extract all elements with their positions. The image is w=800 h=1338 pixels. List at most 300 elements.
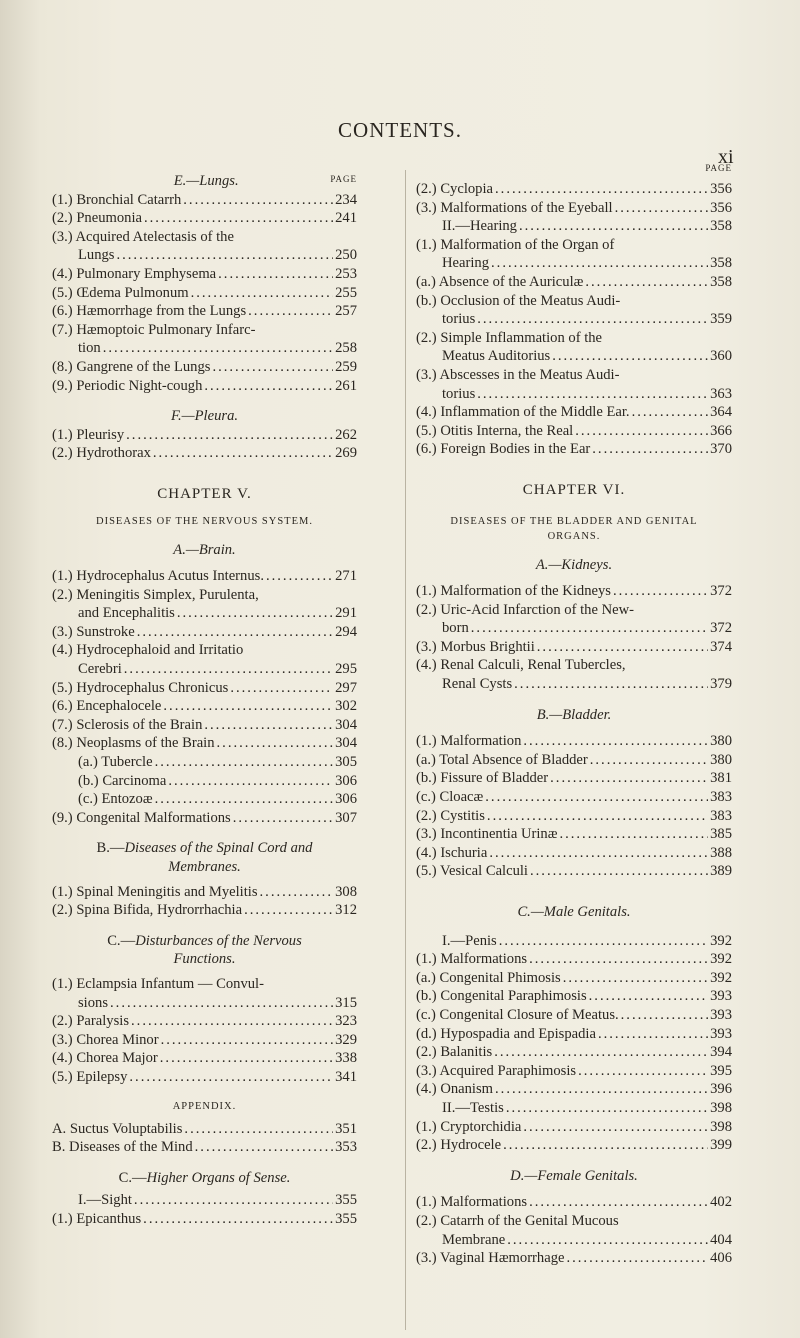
toc-entry bbox=[416, 403, 732, 422]
toc-entry bbox=[416, 932, 732, 951]
dot-leader bbox=[503, 1136, 708, 1155]
page-number: 370 bbox=[710, 441, 732, 458]
toc-entry bbox=[52, 1068, 357, 1087]
toc-entry-line: (2.) Uric-Acid Infarction of the New- bbox=[416, 601, 635, 618]
page-number: 351 bbox=[335, 1120, 357, 1137]
dot-leader bbox=[471, 619, 708, 638]
page-number: 271 bbox=[335, 568, 357, 585]
dot-leader bbox=[103, 339, 333, 358]
penis-entry bbox=[416, 932, 732, 951]
dot-leader bbox=[131, 1012, 333, 1031]
page-number: 398 bbox=[710, 1118, 732, 1135]
toc-entry bbox=[416, 751, 732, 770]
entry-title: (a.) Tubercle bbox=[78, 754, 153, 771]
page-number: 262 bbox=[335, 426, 357, 443]
toc-entry-line: (2.) Catarrh of the Genital Mucous bbox=[416, 1212, 619, 1229]
section-heading: C.—Higher Organs of Sense. bbox=[118, 1169, 291, 1186]
lungs-heading-row bbox=[52, 170, 357, 191]
dot-leader bbox=[485, 788, 708, 807]
entry-title: (b.) Congenital Paraphimosis bbox=[416, 988, 587, 1005]
dot-leader bbox=[233, 809, 333, 828]
toc-entry bbox=[52, 883, 357, 902]
dot-leader bbox=[153, 444, 333, 463]
toc-entry bbox=[416, 844, 732, 863]
page-number: xi bbox=[718, 146, 734, 168]
page-number: 295 bbox=[335, 661, 357, 678]
page-number: 323 bbox=[335, 1013, 357, 1030]
entry-title: (1.) Malformation bbox=[416, 733, 522, 750]
entry-title: torius bbox=[442, 311, 476, 328]
toc-entry bbox=[52, 246, 357, 265]
page-number: 306 bbox=[335, 791, 357, 808]
nervous-list bbox=[52, 975, 357, 1087]
dot-leader bbox=[507, 1231, 708, 1250]
entry-title: (2.) Pneumonia bbox=[52, 210, 142, 227]
entry-title: (c.) Entozoæ bbox=[78, 791, 153, 808]
toc-entry bbox=[52, 1049, 357, 1068]
toc-entry bbox=[416, 199, 732, 218]
entry-title: (5.) Vesical Calculi bbox=[416, 863, 528, 880]
page-number: 372 bbox=[710, 620, 732, 637]
page-number: 392 bbox=[710, 969, 732, 986]
entry-title: (3.) Morbus Brightii bbox=[416, 638, 535, 655]
lungs-list bbox=[52, 191, 357, 396]
page-number: 355 bbox=[335, 1210, 357, 1227]
page-number: 360 bbox=[710, 348, 732, 365]
entry-title: and Encephalitis bbox=[78, 605, 175, 622]
toc-entry bbox=[52, 444, 357, 463]
page-number: 383 bbox=[710, 789, 732, 806]
dot-leader bbox=[523, 1118, 708, 1137]
dot-leader bbox=[530, 862, 708, 881]
dot-leader bbox=[116, 246, 333, 265]
dot-leader bbox=[184, 1120, 333, 1139]
page-number: 399 bbox=[710, 1137, 732, 1154]
toc-entry bbox=[52, 604, 357, 623]
entry-title: (2.) Balanitis bbox=[416, 1044, 493, 1061]
toc-entry-line: (3.) Acquired Atelectasis of the bbox=[52, 228, 234, 245]
ear-list bbox=[416, 236, 732, 459]
toc-entry bbox=[416, 788, 732, 807]
toc-entry bbox=[416, 987, 732, 1006]
section-heading: F.—Pleura. bbox=[170, 408, 239, 425]
toc-entry bbox=[52, 358, 357, 377]
section-heading: E.—Lungs. bbox=[173, 173, 239, 189]
sense-list bbox=[52, 1210, 357, 1229]
entry-title: (1.) Hydrocephalus Acutus Internus. bbox=[52, 568, 264, 585]
entry-title: (9.) Periodic Night-cough bbox=[52, 377, 203, 394]
dot-leader bbox=[110, 994, 333, 1013]
page-number: 306 bbox=[335, 772, 357, 789]
toc-entry bbox=[416, 1025, 732, 1044]
page-label: PAGE bbox=[330, 174, 357, 184]
toc-entry bbox=[416, 969, 732, 988]
entry-title: (9.) Congenital Malformations bbox=[52, 809, 231, 826]
dot-leader bbox=[489, 844, 708, 863]
toc-entry bbox=[416, 619, 732, 638]
page-number: 363 bbox=[710, 385, 732, 402]
page-number: 383 bbox=[710, 807, 732, 824]
toc-entry bbox=[416, 769, 732, 788]
page-number: 355 bbox=[335, 1192, 357, 1209]
section-heading: B.—Bladder. bbox=[536, 706, 612, 723]
toc-entry bbox=[416, 254, 732, 273]
page-number: 312 bbox=[335, 902, 357, 919]
toc-entry bbox=[416, 638, 732, 657]
toc-entry bbox=[416, 950, 732, 969]
page-number: 404 bbox=[710, 1231, 732, 1248]
page-number: 294 bbox=[335, 623, 357, 640]
sight-entry bbox=[52, 1191, 357, 1210]
toc-entry bbox=[52, 191, 357, 210]
dot-leader bbox=[183, 191, 333, 210]
entry-title: (1.) Epicanthus bbox=[52, 1210, 142, 1227]
page-number: 388 bbox=[710, 844, 732, 861]
eye-list bbox=[416, 180, 732, 217]
entry-title: (5.) Hydrocephalus Chronicus bbox=[52, 679, 229, 696]
entry-title: (4.) Pulmonary Emphysema bbox=[52, 265, 217, 282]
toc-entry bbox=[416, 675, 732, 694]
section-heading: A.—Brain. bbox=[173, 541, 236, 558]
dot-leader bbox=[529, 1193, 708, 1212]
entry-title: (a.) Absence of the Auriculæ bbox=[416, 273, 584, 290]
appendix-heading: APPENDIX. bbox=[172, 1100, 237, 1112]
entry-title: (1.) Bronchial Catarrh bbox=[52, 191, 182, 208]
page-number: 255 bbox=[335, 284, 357, 301]
dot-leader bbox=[529, 950, 708, 969]
dot-leader bbox=[126, 426, 333, 445]
toc-entry bbox=[52, 1120, 357, 1139]
right-column bbox=[416, 163, 732, 1268]
section-heading: D.—Female Genitals. bbox=[510, 1167, 638, 1184]
page-number: 304 bbox=[335, 716, 357, 733]
dot-leader bbox=[248, 302, 333, 321]
page-number: 356 bbox=[710, 181, 732, 197]
page-number: 302 bbox=[335, 698, 357, 715]
spinal-list bbox=[52, 883, 357, 920]
entry-title: (7.) Sclerosis of the Brain bbox=[52, 716, 203, 733]
page-number: 253 bbox=[335, 265, 357, 282]
section-heading: B.—Diseases of the Spinal Cord and Membranes. bbox=[96, 840, 313, 875]
page-label-row bbox=[416, 163, 732, 180]
toc-entry-line: (4.) Hydrocephaloid and Irritatio bbox=[52, 642, 244, 659]
section-heading: A.—Kidneys. bbox=[535, 556, 613, 573]
page-number: 392 bbox=[710, 951, 732, 968]
dot-leader bbox=[212, 358, 333, 377]
entry-title: (d.) Hypospadia and Epispadia bbox=[416, 1025, 596, 1042]
toc-entry bbox=[52, 302, 357, 321]
dot-leader bbox=[585, 273, 708, 292]
dot-leader bbox=[613, 582, 708, 601]
dot-leader bbox=[260, 883, 334, 902]
dot-leader bbox=[137, 623, 333, 642]
toc-entry bbox=[416, 347, 732, 366]
toc-entry-line: (2.) Meningitis Simplex, Purulenta, bbox=[52, 586, 259, 603]
toc-entry bbox=[52, 1191, 357, 1210]
toc-entry bbox=[52, 1012, 357, 1031]
toc-entry bbox=[52, 339, 357, 358]
toc-entry bbox=[52, 377, 357, 396]
female-list bbox=[416, 1193, 732, 1267]
dot-leader bbox=[204, 716, 333, 735]
dot-leader bbox=[177, 604, 333, 623]
chapter-subtitle: DISEASES OF THE NERVOUS SYSTEM. bbox=[96, 515, 313, 527]
male-list bbox=[416, 950, 732, 1099]
dot-leader bbox=[590, 751, 708, 770]
page-number: 261 bbox=[335, 377, 357, 394]
dot-leader bbox=[160, 1049, 333, 1068]
appendix-list bbox=[52, 1120, 357, 1157]
section-heading: C.—Male Genitals. bbox=[517, 904, 631, 920]
toc-entry-line: (2.) Simple Inflammation of the bbox=[416, 329, 603, 346]
page-number: 359 bbox=[710, 311, 732, 328]
dot-leader bbox=[204, 377, 333, 396]
page-number: 394 bbox=[710, 1044, 732, 1061]
toc-entry bbox=[52, 901, 357, 920]
toc-entry bbox=[416, 1043, 732, 1062]
dot-leader bbox=[615, 199, 709, 218]
dot-leader bbox=[168, 772, 333, 791]
toc-entry bbox=[416, 217, 732, 236]
entry-title: (a.) Total Absence of Bladder bbox=[416, 751, 588, 768]
dot-leader bbox=[537, 638, 708, 657]
entry-title: (3.) Sunstroke bbox=[52, 623, 135, 640]
page-number: 259 bbox=[335, 358, 357, 375]
entry-title: I.—Sight bbox=[78, 1192, 132, 1209]
toc-entry bbox=[52, 790, 357, 809]
page-number: 364 bbox=[710, 404, 732, 421]
page-number: 291 bbox=[335, 605, 357, 622]
dot-leader bbox=[134, 1191, 333, 1210]
toc-entry bbox=[416, 1136, 732, 1155]
toc-entry bbox=[416, 582, 732, 601]
entry-title: A. Suctus Voluptabilis bbox=[52, 1120, 183, 1137]
toc-entry bbox=[52, 1210, 357, 1229]
dot-leader bbox=[230, 679, 333, 698]
chapter-heading: CHAPTER V. bbox=[157, 485, 252, 502]
toc-entry-line: (1.) Eclampsia Infantum — Convul- bbox=[52, 975, 264, 992]
toc-entry bbox=[416, 180, 732, 199]
page-number: 241 bbox=[335, 210, 357, 227]
toc-entry-line: (7.) Hæmoptoic Pulmonary Infarc- bbox=[52, 321, 256, 338]
dot-leader bbox=[632, 403, 709, 422]
page-number: 372 bbox=[710, 583, 732, 600]
toc-entry bbox=[416, 440, 732, 459]
toc-entry-line: (3.) Abscesses in the Meatus Audi- bbox=[416, 366, 620, 383]
entry-title: (5.) Epilepsy bbox=[52, 1068, 128, 1085]
entry-title: (3.) Vaginal Hæmorrhage bbox=[416, 1250, 565, 1267]
page-number: 392 bbox=[710, 932, 732, 949]
page-label: PAGE bbox=[705, 163, 732, 174]
entry-title: (3.) Incontinentia Urinæ bbox=[416, 826, 558, 843]
toc-entry bbox=[416, 1118, 732, 1137]
page-number: 257 bbox=[335, 303, 357, 320]
entry-title: (4.) Chorea Major bbox=[52, 1050, 158, 1067]
toc-entry bbox=[52, 567, 357, 586]
page-number: 329 bbox=[335, 1031, 357, 1048]
dot-leader bbox=[487, 807, 708, 826]
entry-title: (2.) Cystitis bbox=[416, 807, 485, 824]
entry-title: (6.) Encephalocele bbox=[52, 698, 162, 715]
section-heading: C.—Disturbances of the Nervous Functions. bbox=[107, 932, 302, 968]
page-number: 353 bbox=[335, 1139, 357, 1156]
dot-leader bbox=[621, 1006, 708, 1025]
dot-leader bbox=[519, 217, 708, 236]
entry-title: (2.) Spina Bifida, Hydrorrhachia bbox=[52, 902, 243, 919]
toc-entry bbox=[416, 1080, 732, 1099]
dot-leader bbox=[566, 1249, 708, 1268]
page-number: 389 bbox=[710, 863, 732, 880]
toc-entry bbox=[416, 1193, 732, 1212]
toc-entry bbox=[416, 273, 732, 292]
dot-leader bbox=[559, 825, 708, 844]
dot-leader bbox=[552, 347, 708, 366]
dot-leader bbox=[598, 1025, 708, 1044]
entry-title: II.—Testis bbox=[442, 1099, 504, 1116]
entry-title: (3.) Malformations of the Eyeball bbox=[416, 199, 613, 216]
entry-title: (4.) Onanism bbox=[416, 1081, 494, 1098]
toc-entry bbox=[52, 734, 357, 753]
entry-title: (c.) Congenital Closure of Meatus. bbox=[416, 1006, 619, 1023]
dot-leader bbox=[494, 1043, 708, 1062]
dot-leader bbox=[578, 1062, 708, 1081]
dot-leader bbox=[506, 1099, 708, 1118]
column-divider bbox=[405, 170, 406, 1330]
toc-entry bbox=[416, 310, 732, 329]
page-number: 398 bbox=[710, 1099, 732, 1116]
toc-entry bbox=[416, 422, 732, 441]
testis-list bbox=[416, 1118, 732, 1155]
entry-title: (1.) Pleurisy bbox=[52, 426, 125, 443]
entry-title: I.—Penis bbox=[442, 932, 497, 949]
entry-title: (c.) Cloacæ bbox=[416, 789, 484, 806]
page-number: 358 bbox=[710, 273, 732, 290]
entry-title: Cerebri bbox=[78, 661, 122, 678]
page-number: 338 bbox=[335, 1050, 357, 1067]
dot-leader bbox=[495, 1080, 708, 1099]
page-number: 395 bbox=[710, 1062, 732, 1079]
pleura-list bbox=[52, 426, 357, 463]
toc-entry bbox=[416, 825, 732, 844]
page-number: 250 bbox=[335, 247, 357, 264]
page-number: 385 bbox=[710, 826, 732, 843]
page-number: 358 bbox=[710, 218, 732, 235]
page-number: 308 bbox=[335, 883, 357, 900]
page-number: 341 bbox=[335, 1068, 357, 1085]
toc-entry-line: (b.) Occlusion of the Meatus Audi- bbox=[416, 292, 621, 309]
dot-leader bbox=[217, 734, 334, 753]
toc-entry bbox=[52, 660, 357, 679]
entry-title: (3.) Acquired Paraphimosis bbox=[416, 1062, 577, 1079]
dot-leader bbox=[124, 660, 333, 679]
entry-title: (6.) Foreign Bodies in the Ear bbox=[416, 441, 591, 458]
dot-leader bbox=[477, 385, 708, 404]
toc-entry bbox=[416, 1062, 732, 1081]
dot-leader bbox=[563, 969, 708, 988]
toc-entry bbox=[52, 753, 357, 772]
page-number: 269 bbox=[335, 445, 357, 462]
entry-title: torius bbox=[442, 385, 476, 402]
bladder-list bbox=[416, 732, 732, 881]
toc-entry bbox=[416, 1006, 732, 1025]
dot-leader bbox=[266, 567, 333, 586]
dot-leader bbox=[144, 209, 333, 228]
page-number: 381 bbox=[710, 770, 732, 787]
page-number: 406 bbox=[710, 1250, 732, 1267]
entry-title: tion bbox=[78, 340, 101, 357]
dot-leader bbox=[244, 901, 333, 920]
page-number: 379 bbox=[710, 676, 732, 693]
kidney-list bbox=[416, 582, 732, 694]
entry-title: (6.) Hæmorrhage from the Lungs bbox=[52, 303, 247, 320]
running-head: CONTENTS. bbox=[338, 118, 462, 142]
entry-title: (2.) Hydrocele bbox=[416, 1137, 502, 1154]
page-number: 393 bbox=[710, 988, 732, 1005]
page-number: 305 bbox=[335, 754, 357, 771]
toc-entry bbox=[416, 1249, 732, 1268]
page-number: 234 bbox=[335, 191, 357, 208]
entry-title: (5.) Œdema Pulmonum bbox=[52, 284, 189, 301]
page-number: 315 bbox=[335, 994, 357, 1011]
dot-leader bbox=[195, 1138, 333, 1157]
dot-leader bbox=[477, 310, 708, 329]
brain-list bbox=[52, 567, 357, 827]
entry-title: (a.) Congenital Phimosis bbox=[416, 969, 561, 986]
left-column bbox=[52, 170, 357, 1229]
toc-entry bbox=[52, 265, 357, 284]
page-number: 304 bbox=[335, 735, 357, 752]
toc-entry bbox=[52, 679, 357, 698]
entry-title: (4.) Ischuria bbox=[416, 844, 488, 861]
page-number: 402 bbox=[710, 1194, 732, 1211]
page-number: 380 bbox=[710, 733, 732, 750]
toc-entry bbox=[52, 426, 357, 445]
entry-title: Hearing bbox=[442, 255, 490, 272]
entry-title: (b.) Carcinoma bbox=[78, 772, 167, 789]
chapter-subtitle: DISEASES OF THE BLADDER AND GENITAL ORGANS. bbox=[450, 515, 698, 542]
toc-entry bbox=[416, 1231, 732, 1250]
entry-title: (5.) Otitis Interna, the Real bbox=[416, 422, 574, 439]
hearing-entry bbox=[416, 217, 732, 236]
page-number: 356 bbox=[710, 199, 732, 216]
dot-leader bbox=[514, 675, 708, 694]
testis-entry bbox=[416, 1099, 732, 1118]
page-number: 258 bbox=[335, 340, 357, 357]
page-number: 396 bbox=[710, 1081, 732, 1098]
dot-leader bbox=[495, 180, 708, 199]
toc-entry-line: (1.) Malformation of the Organ of bbox=[416, 236, 615, 253]
dot-leader bbox=[191, 284, 334, 303]
entry-title: (1.) Spinal Meningitis and Myelitis bbox=[52, 883, 258, 900]
entry-title: Lungs bbox=[78, 247, 115, 264]
entry-title: Meatus Auditorius bbox=[442, 348, 551, 365]
dot-leader bbox=[218, 265, 333, 284]
chapter-heading: CHAPTER VI. bbox=[522, 481, 626, 498]
page-number: 393 bbox=[710, 1006, 732, 1023]
dot-leader bbox=[155, 753, 334, 772]
entry-title: (3.) Chorea Minor bbox=[52, 1031, 159, 1048]
dot-leader bbox=[161, 1031, 334, 1050]
dot-leader bbox=[129, 1068, 333, 1087]
toc-entry bbox=[416, 385, 732, 404]
toc-entry bbox=[52, 772, 357, 791]
toc-entry bbox=[416, 1099, 732, 1118]
toc-entry bbox=[416, 807, 732, 826]
entry-title: (8.) Neoplasms of the Brain bbox=[52, 735, 215, 752]
dot-leader bbox=[550, 769, 708, 788]
toc-entry-line: (4.) Renal Calculi, Renal Tubercles, bbox=[416, 657, 626, 674]
entry-title: B. Diseases of the Mind bbox=[52, 1139, 193, 1156]
